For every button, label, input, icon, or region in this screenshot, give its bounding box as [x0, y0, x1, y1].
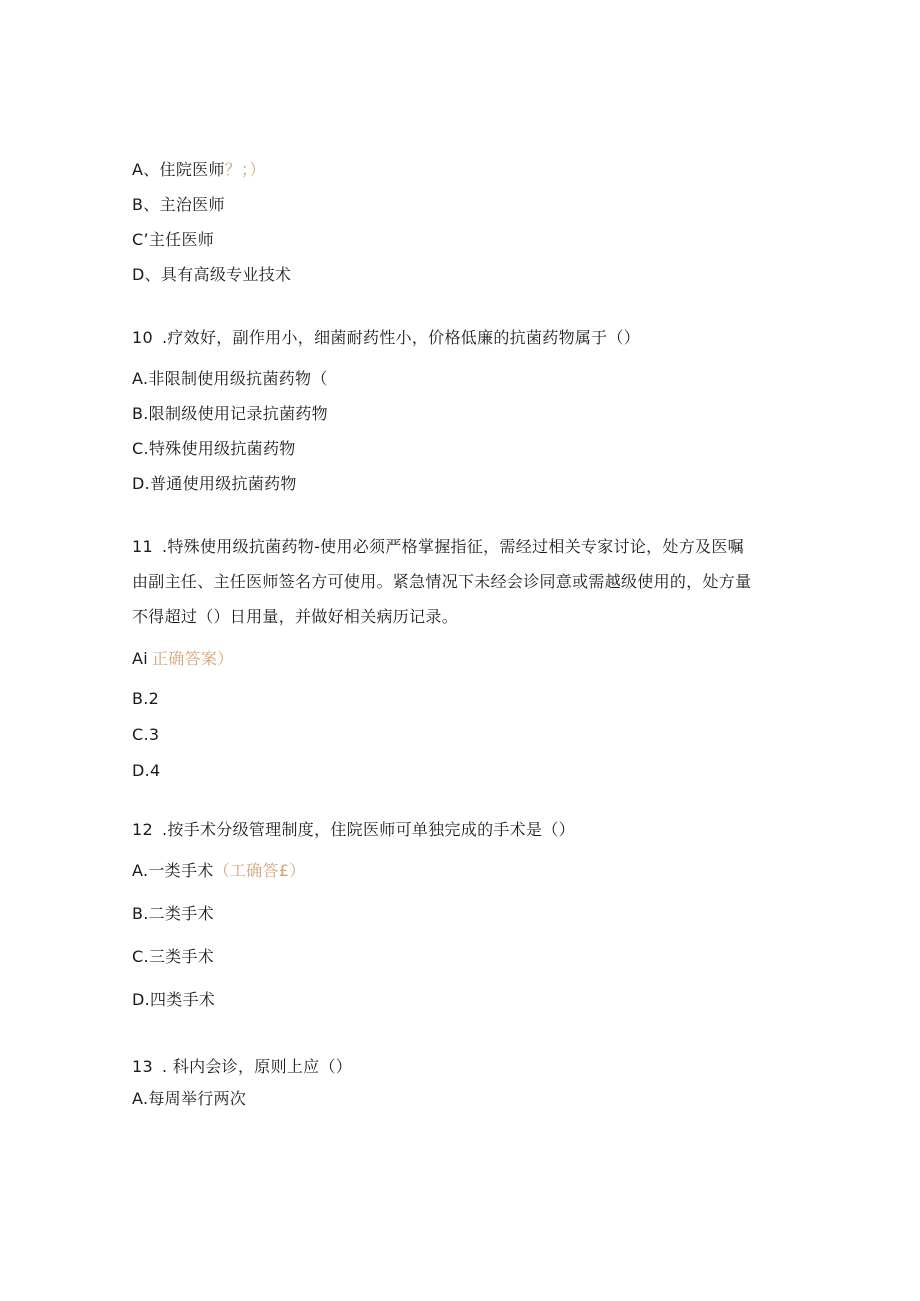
option-label: D.四类手术: [132, 990, 216, 1009]
q11-stem-line-1: [132, 537, 744, 557]
q12-stem: [132, 820, 575, 840]
option-label: B、主治医师: [132, 195, 225, 214]
q12-option-b: [132, 904, 214, 924]
question-text: .按手术分级管理制度，住院医师可单独完成的手术是（）: [162, 820, 575, 839]
option-label: B.二类手术: [132, 904, 214, 923]
q10-option-a: [132, 369, 328, 389]
option-label: C.3: [132, 725, 160, 744]
option-label: D.4: [132, 761, 161, 780]
option-label: C.特殊使用级抗菌药物: [132, 439, 296, 458]
q9-option-a: [132, 160, 266, 180]
q9-option-b: [132, 195, 225, 215]
question-number: 13: [132, 1057, 153, 1076]
option-label: Ai: [132, 649, 148, 668]
q12-option-a: [132, 861, 306, 881]
q10-option-c: [132, 439, 296, 459]
question-text: .疗效好，副作用小，细菌耐药性小，价格低廉的抗菌药物属于（）: [162, 328, 641, 347]
question-text: .特殊使用级抗菌药物-使用必须严格掌握指征，需经过相关专家讨论，处方及医嘱: [162, 537, 744, 556]
option-label: D.普通使用级抗菌药物: [132, 474, 297, 493]
option-label: D、具有高级专业技术: [132, 265, 292, 284]
q11-stem-line-2: [132, 572, 751, 592]
q10-option-d: [132, 474, 297, 494]
q12-option-d: [132, 990, 215, 1010]
q11-option-d: [132, 761, 161, 781]
question-text: 由副主任、主任医师签名方可使用。紧急情况下未经会诊同意或需越级使用的，处方量: [132, 572, 752, 591]
option-label: A、住院医师: [132, 160, 225, 179]
q11-option-b: [132, 689, 159, 709]
question-text: . 科内会诊，原则上应（）: [162, 1057, 353, 1076]
option-label: A.一类手术: [132, 861, 214, 880]
q10-stem: [132, 328, 640, 348]
question-number: 10: [132, 328, 153, 347]
option-label: A.每周举行两次: [132, 1089, 247, 1108]
q12-option-c: [132, 947, 214, 967]
q13-option-a: [132, 1089, 246, 1109]
q13-stem: [132, 1057, 352, 1077]
option-label: C.三类手术: [132, 947, 215, 966]
q11-stem-line-3: [132, 607, 458, 627]
question-text: 不得超过（）日用量，并做好相关病历记录。: [132, 607, 459, 626]
q11-option-c: [132, 725, 159, 745]
question-number: 12: [132, 820, 153, 839]
q11-option-a: [132, 649, 234, 669]
option-label: B.2: [132, 689, 160, 708]
question-number: 11: [132, 537, 153, 556]
answer-annotation: 正确答案）: [152, 649, 234, 668]
option-label: C’主任医师: [132, 230, 215, 249]
option-label: A.非限制使用级抗菌药物（: [132, 369, 328, 388]
answer-annotation: （工确答£）: [213, 861, 306, 880]
option-label: B.限制级使用记录抗菌药物: [132, 404, 328, 423]
q9-option-c: [132, 230, 214, 250]
q9-option-d: [132, 265, 291, 285]
q10-option-b: [132, 404, 328, 424]
answer-annotation: ？；）: [224, 160, 266, 179]
